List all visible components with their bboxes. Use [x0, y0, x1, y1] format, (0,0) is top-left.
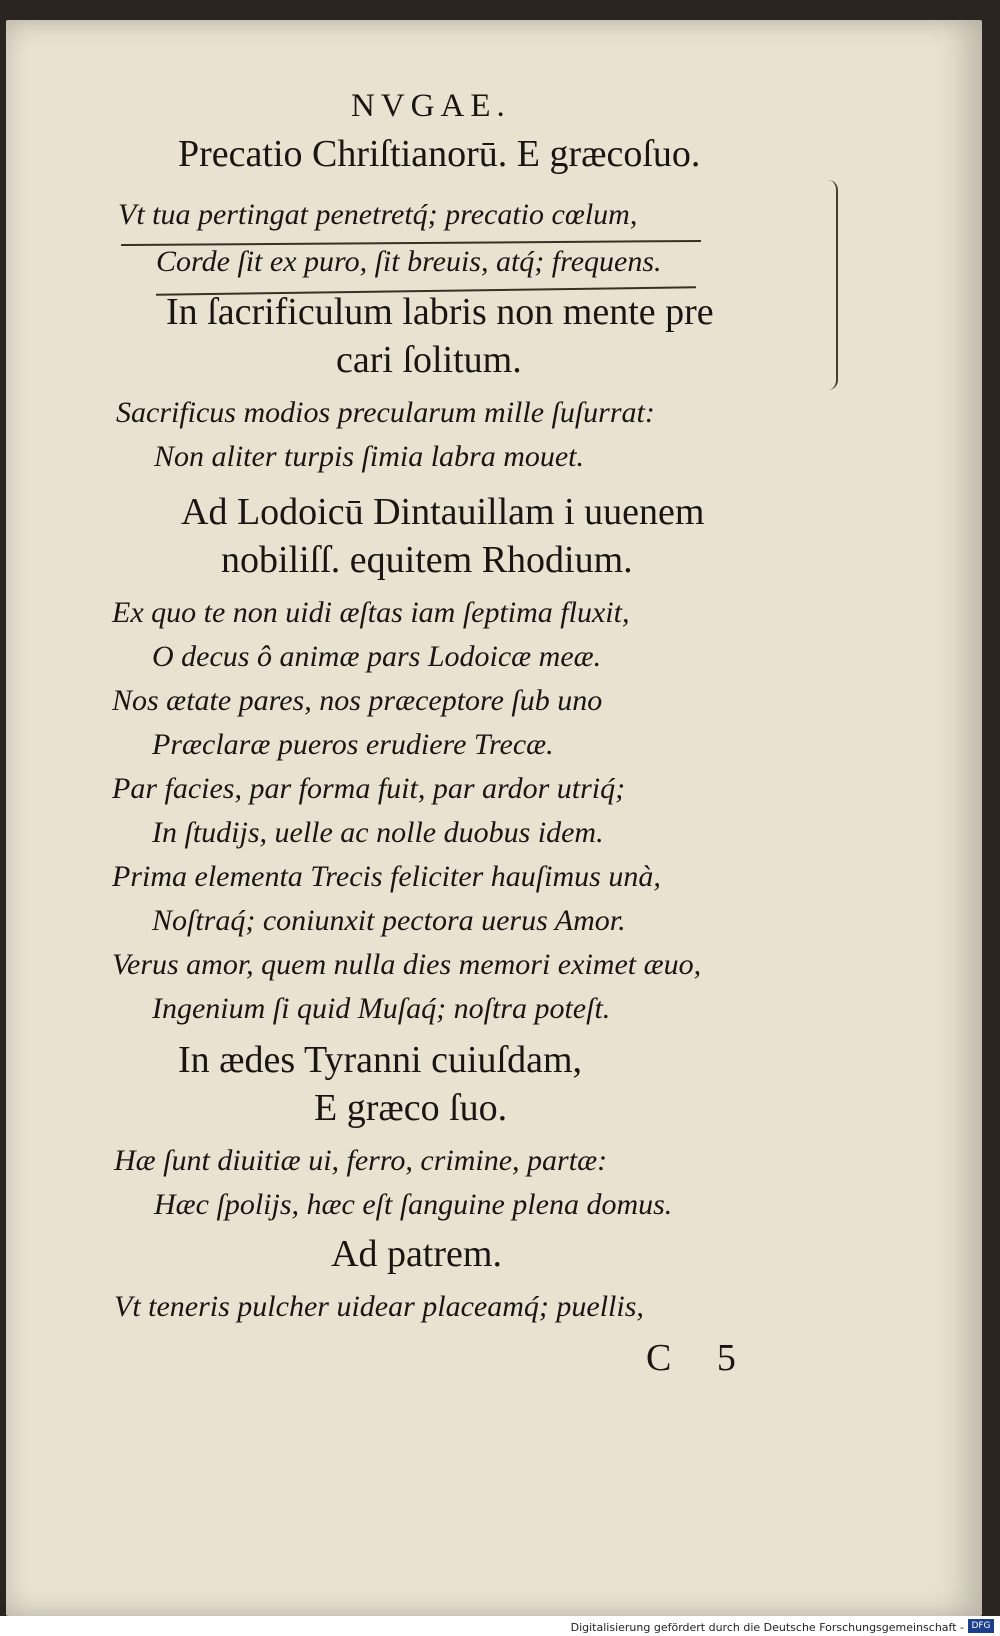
verse-line: Non aliter turpis ſimia labra mouet. [154, 440, 585, 473]
verse-line: Ex quo te non uidi æſtas iam ſeptima fluxit, [112, 596, 630, 629]
verse-line: Corde ſit ex puro, ſit breuis, atq́; frequens. [156, 245, 662, 278]
verse-line: Ingenium ſi quid Muſaq́; noſtra poteſt. [152, 992, 611, 1025]
verse-line: Prima elementa Trecis feliciter hauſimus unà, [112, 860, 661, 893]
verse-line: Hæ ſunt diuitiæ ui, ferro, crimine, partæ: [114, 1144, 608, 1177]
poem-title: nobiliſſ. equitem Rhodium. [221, 539, 633, 581]
verse-line: Nos ætate pares, nos præceptore ſub uno [112, 684, 603, 717]
poem-title: E græco ſuo. [314, 1087, 508, 1129]
book-page [6, 20, 982, 1616]
verse-line: Vt tua pertingat penetretq́; precatio cœlum, [118, 198, 638, 231]
poem-title: cari ſolitum. [336, 339, 522, 381]
poem-title: Precatio Chriſtianorū. E græcoſuo. [178, 133, 701, 175]
verse-line: Sacrificus modios precularum mille ſuſurrat: [116, 396, 655, 429]
handwritten-margin-bracket [824, 180, 838, 390]
verse-line: Noſtraq́; coniunxit pectora uerus Amor. [152, 904, 626, 937]
running-head: NVGAE. [351, 88, 511, 124]
footer-bar [0, 1616, 1000, 1636]
poem-title: Ad Lodoicū Dintauillam i uuenem [181, 491, 705, 533]
poem-title: In ſacrificulum labris non mente pre [166, 291, 714, 333]
poem-title: Ad patrem. [331, 1233, 502, 1275]
poem-title: In ædes Tyranni cuiuſdam, [178, 1039, 583, 1081]
verse-line: Par facies, par forma fuit, par ardor utriq́; [112, 772, 626, 805]
verse-line: In ſtudijs, uelle ac nolle duobus idem. [152, 816, 604, 849]
signature-mark: C 5 [646, 1337, 754, 1379]
verse-line: Vt teneris pulcher uidear placeamq́; puellis, [114, 1290, 644, 1323]
verse-line: Verus amor, quem nulla dies memori eximet æuo, [112, 948, 702, 981]
verse-line: O decus ô animæ pars Lodoicæ meæ. [152, 640, 602, 673]
verse-line: Hæc ſpolijs, hæc eſt ſanguine plena domus. [154, 1188, 673, 1221]
verse-line: Præclaræ pueros erudiere Trecæ. [152, 728, 554, 761]
dfg-logo: DFG [968, 1619, 994, 1633]
digitization-credit: Digitalisierung gefördert durch die Deutsche Forschungsgemeinschaft - [570, 1621, 964, 1634]
